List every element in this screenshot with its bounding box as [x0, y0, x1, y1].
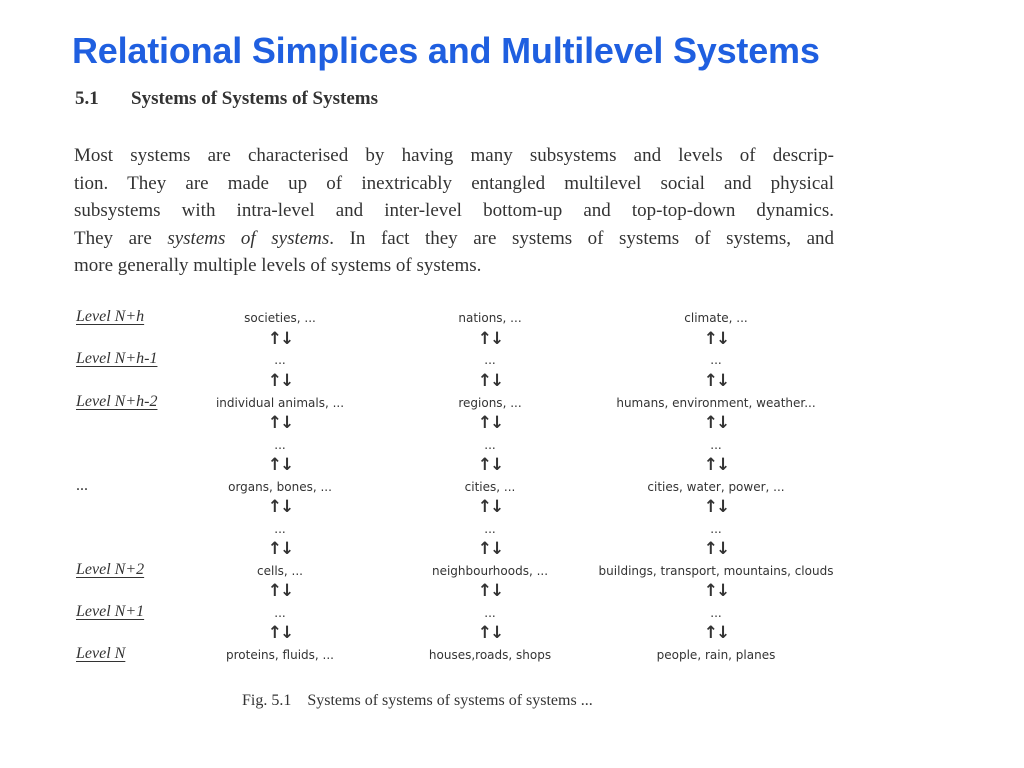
- ellipsis-cell: ...: [484, 606, 496, 620]
- paragraph-line: Most systems are characterised by having many subsystems and levels of descrip-: [74, 145, 834, 166]
- ellipsis-cell: ...: [710, 353, 722, 367]
- system-cell: individual animals, ...: [215, 396, 345, 410]
- level-label: Level N+2: [76, 561, 145, 578]
- up-down-arrow-icon: ↑↓: [703, 497, 729, 517]
- figure-caption: [242, 692, 593, 710]
- up-down-arrow-icon: ↑↓: [477, 581, 503, 601]
- caption-label: Fig. 5.1: [242, 692, 292, 709]
- up-down-arrow-icon: ↑↓: [477, 413, 503, 433]
- up-down-arrow-icon: ↑↓: [267, 371, 293, 391]
- level-label: Level N+1: [76, 603, 145, 620]
- up-down-arrow-icon: ↑↓: [703, 455, 729, 475]
- system-cell: nations, ...: [458, 311, 522, 325]
- paragraph-line: more generally multiple levels of systems of systems.: [74, 255, 482, 276]
- up-down-arrow-icon: ↑↓: [267, 413, 293, 433]
- system-cell: cities, ...: [464, 480, 516, 494]
- up-down-arrow-icon: ↑↓: [703, 539, 729, 559]
- ellipsis-cell: ...: [710, 522, 722, 536]
- system-cell: cities, water, power, ...: [647, 480, 785, 494]
- emphasized-term: systems of systems: [167, 227, 330, 249]
- section-heading: [75, 88, 378, 110]
- system-cell: societies, ...: [244, 311, 316, 325]
- ellipsis-cell: ...: [484, 438, 496, 452]
- system-cell: cells, ...: [257, 564, 303, 578]
- caption-text: Systems of systems of systems of systems ...: [307, 692, 593, 709]
- level-label: Level N+h-2: [76, 393, 158, 410]
- up-down-arrow-icon: ↑↓: [477, 623, 503, 643]
- slide-title: Relational Simplices and Multilevel Systems: [72, 30, 820, 71]
- up-down-arrow-icon: ↑↓: [477, 329, 503, 349]
- system-cell: proteins, fluids, ...: [226, 648, 334, 662]
- level-label: ...: [76, 477, 88, 494]
- ellipsis-cell: ...: [274, 353, 286, 367]
- up-down-arrow-icon: ↑↓: [703, 371, 729, 391]
- up-down-arrow-icon: ↑↓: [477, 497, 503, 517]
- up-down-arrow-icon: ↑↓: [703, 623, 729, 643]
- ellipsis-cell: ...: [274, 606, 286, 620]
- ellipsis-cell: ...: [484, 353, 496, 367]
- up-down-arrow-icon: ↑↓: [267, 497, 293, 517]
- up-down-arrow-icon: ↑↓: [267, 581, 293, 601]
- ellipsis-cell: ...: [710, 438, 722, 452]
- up-down-arrow-icon: ↑↓: [477, 539, 503, 559]
- system-cell: climate, ...: [684, 311, 748, 325]
- up-down-arrow-icon: ↑↓: [267, 455, 293, 475]
- paragraph-line: subsystems with intra-level and inter-level bottom-up and top-top-down dynamics.: [74, 200, 834, 221]
- up-down-arrow-icon: ↑↓: [703, 581, 729, 601]
- paragraph-line: [74, 225, 834, 253]
- up-down-arrow-icon: ↑↓: [267, 539, 293, 559]
- paragraph-text: . In fact they are systems of systems of systems, and: [329, 227, 835, 249]
- level-label: Level N+h: [76, 308, 145, 325]
- up-down-arrow-icon: ↑↓: [477, 455, 503, 475]
- system-cell: houses,roads, shops: [428, 648, 552, 662]
- ellipsis-cell: ...: [274, 522, 286, 536]
- paragraph-line: tion. They are made up of inextricably entangled multilevel social and physical: [74, 172, 834, 194]
- up-down-arrow-icon: ↑↓: [477, 371, 503, 391]
- up-down-arrow-icon: ↑↓: [267, 329, 293, 349]
- paragraph-text: They are: [74, 227, 168, 249]
- system-cell: buildings, transport, mountains, clouds: [598, 564, 834, 578]
- system-cell: neighbourhoods, ...: [431, 564, 549, 578]
- system-cell: humans, environment, weather...: [616, 396, 816, 410]
- ellipsis-cell: ...: [710, 606, 722, 620]
- level-label: Level N+h-1: [76, 350, 158, 367]
- up-down-arrow-icon: ↑↓: [267, 623, 293, 643]
- system-cell: people, rain, planes: [656, 648, 776, 662]
- level-label: Level N: [76, 645, 126, 662]
- ellipsis-cell: ...: [274, 438, 286, 452]
- ellipsis-cell: ...: [484, 522, 496, 536]
- up-down-arrow-icon: ↑↓: [703, 329, 729, 349]
- up-down-arrow-icon: ↑↓: [703, 413, 729, 433]
- section-title: Systems of Systems of Systems: [131, 88, 378, 109]
- system-cell: organs, bones, ...: [228, 480, 332, 494]
- section-number: 5.1: [75, 88, 99, 109]
- body-paragraph: [74, 142, 834, 280]
- system-cell: regions, ...: [458, 396, 522, 410]
